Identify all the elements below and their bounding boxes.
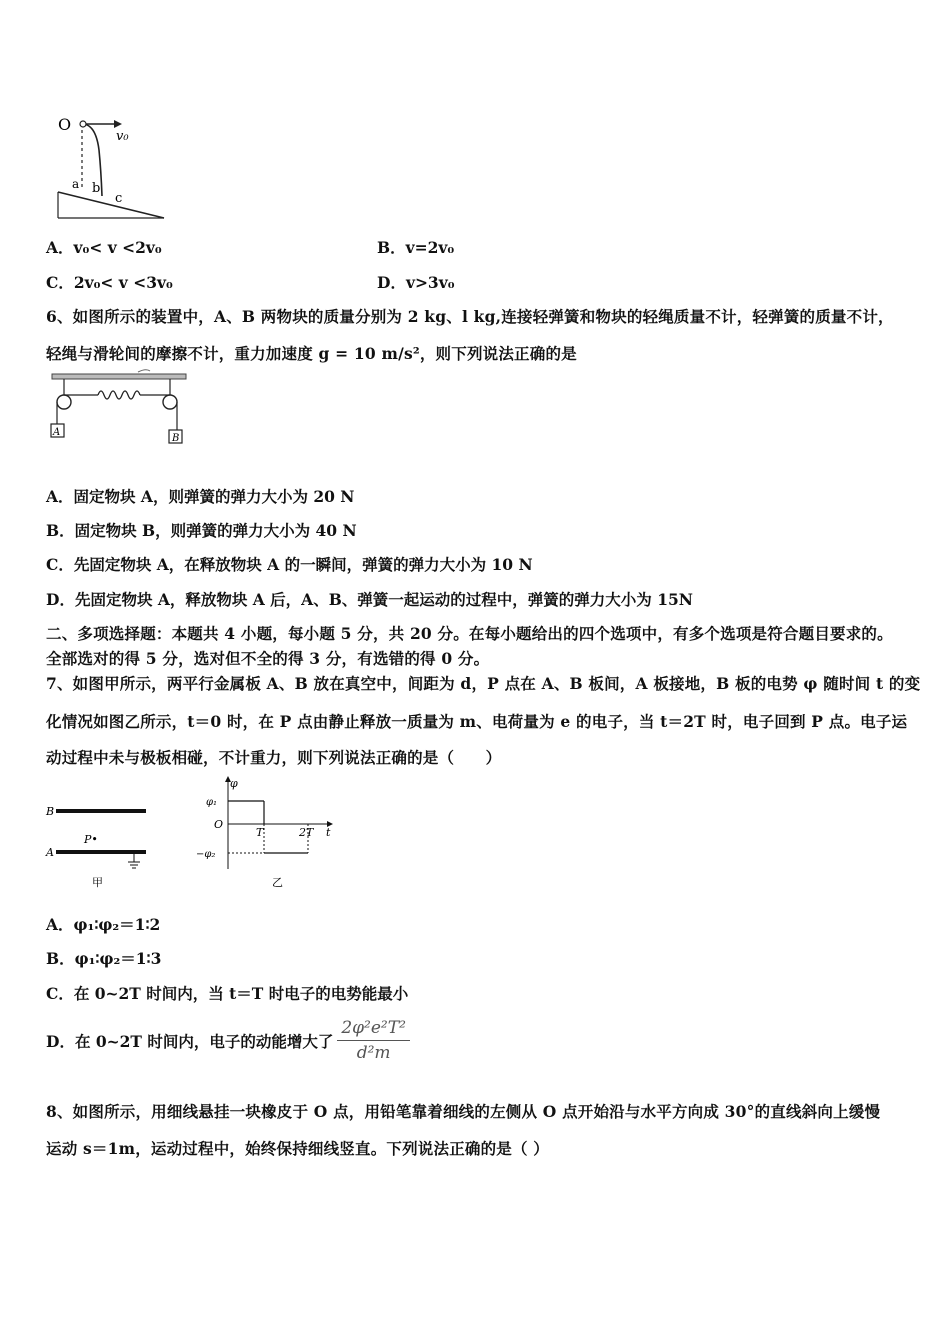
fraction-denominator: d²m <box>356 1043 391 1063</box>
label-b: b <box>92 181 101 196</box>
fraction-numerator: 2φ²e²T² <box>337 1018 410 1041</box>
label-c: c <box>115 191 123 206</box>
q7-option-d[interactable] <box>46 1018 410 1063</box>
label-plate-b: B <box>46 805 55 818</box>
q8-stem-line1: 8、如图所示，用细线悬挂一块橡皮于 O 点，用铅笔靠着细线的左侧从 O 点开始沿与水平方向成 30°的直线斜向上缓慢 <box>46 1102 881 1121</box>
left-pulley <box>57 395 71 409</box>
label-phi1: φ₁ <box>206 797 218 808</box>
figure-q5-projectile <box>52 110 167 222</box>
q5-option-c[interactable]: C．2v₀< v <3v₀ <box>46 273 173 292</box>
q6-option-d[interactable]: D．先固定物块 A，释放物块 A 后，A、B、弹簧一起运动的过程中，弹簧的弹力大小为 15N <box>46 590 693 609</box>
label-t-axis: t <box>326 826 331 839</box>
q5-option-d[interactable]: D．v>3v₀ <box>377 273 455 292</box>
q7-option-d-text: D．在 0~2T 时间内，电子的动能增大了 <box>46 1031 334 1051</box>
label-a: a <box>72 177 80 191</box>
q6-stem-line1: 6、如图所示的装置中，A、B 两物块的质量分别为 2 kg、l kg,连接轻弹簧和物块的轻绳质量不计，轻弹簧的质量不计， <box>46 307 894 326</box>
figure-q7-yi-potential-graph <box>196 774 346 892</box>
label-2t-mark: 2T <box>299 826 314 839</box>
q5-option-a[interactable]: A．v₀< v <2v₀ <box>46 238 162 257</box>
caption-jia: 甲 <box>92 876 103 889</box>
launch-point <box>80 121 86 127</box>
caption-yi: 乙 <box>272 876 283 889</box>
label-t-mark: T <box>256 826 264 839</box>
label-phi: φ <box>230 777 238 790</box>
label-point-p: P• <box>84 833 98 846</box>
label-v0: v₀ <box>116 129 129 144</box>
label-plate-a: A <box>46 846 54 859</box>
spring-coil <box>98 391 140 399</box>
q6-stem-line2: 轻绳与滑轮间的摩擦不计，重力加速度 g = 10 m/s²，则下列说法正确的是 <box>46 344 577 363</box>
q7-option-b[interactable]: B．φ₁∶φ₂＝1∶3 <box>46 949 162 968</box>
q7-option-d-fraction <box>337 1018 410 1063</box>
q6-option-a[interactable]: A．固定物块 A，则弹簧的弹力大小为 20 N <box>46 487 355 506</box>
label-block-b: B <box>172 433 180 444</box>
q7-stem-line3: 动过程中未与极板相碰，不计重力，则下列说法正确的是（ ） <box>46 748 502 767</box>
q5-option-b[interactable]: B．v=2v₀ <box>377 238 455 257</box>
q7-option-a[interactable]: A．φ₁∶φ₂＝1∶2 <box>46 915 161 934</box>
label-block-a: A <box>53 427 61 438</box>
label-origin: O <box>214 818 224 831</box>
q6-option-b[interactable]: B．固定物块 B，则弹簧的弹力大小为 40 N <box>46 521 357 540</box>
q7-stem-line1: 7、如图甲所示，两平行金属板 A、B 放在真空中，间距为 d，P 点在 A、B 板间，A 板接地，B 板的电势 φ 随时间 t 的变 <box>46 674 921 693</box>
figure-q6-pulley-spring <box>48 368 193 450</box>
q8-stem-line2: 运动 s＝1m，运动过程中，始终保持细线竖直。下列说法正确的是（ ） <box>46 1139 550 1158</box>
q7-option-c[interactable]: C．在 0~2T 时间内，当 t＝T 时电子的电势能最小 <box>46 984 409 1003</box>
right-pulley <box>163 395 177 409</box>
table-surface <box>52 374 186 379</box>
label-o: O <box>58 115 72 134</box>
q7-stem-line2: 化情况如图乙所示，t＝0 时，在 P 点由静止释放一质量为 m、电荷量为 e 的电子，当 t＝2T 时，电子回到 P 点。电子运 <box>46 712 908 731</box>
projectile-diagram <box>52 110 167 222</box>
section2-header-line1: 二、多项选择题：本题共 4 小题，每小题 5 分，共 20 分。在每小题给出的四个选项中，有多个选项是符合题目要求的。 <box>46 624 893 643</box>
figure-q7-jia-plates <box>44 796 156 892</box>
label-phi2: −φ₂ <box>196 849 216 860</box>
incline-line <box>58 192 164 218</box>
q6-option-c[interactable]: C．先固定物块 A，在释放物块 A 的一瞬间，弹簧的弹力大小为 10 N <box>46 555 533 574</box>
section2-header-line2: 全部选对的得 5 分，选对但不全的得 3 分，有选错的得 0 分。 <box>46 649 490 668</box>
